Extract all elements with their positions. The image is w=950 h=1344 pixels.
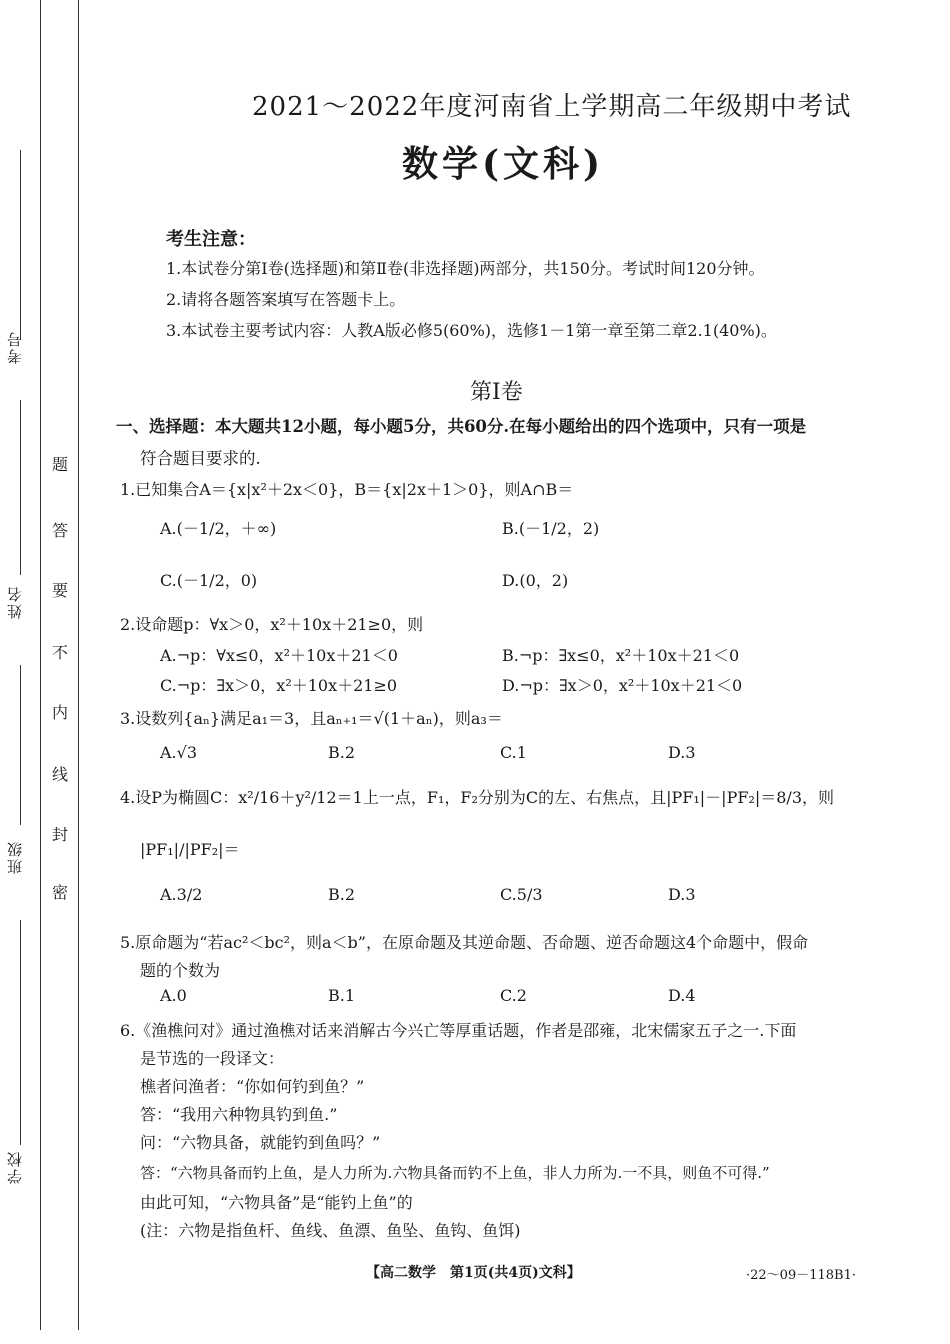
question-6-line: (注：六物是指鱼杆、鱼线、鱼漂、鱼坠、鱼钩、鱼饵) bbox=[140, 1221, 521, 1240]
q5-option-c: C.2 bbox=[500, 986, 527, 1005]
question-4-stem-cont: |PF₁|/|PF₂|＝ bbox=[140, 840, 240, 859]
q5-option-d: D.4 bbox=[668, 986, 696, 1005]
exam-number-label: 考号 bbox=[6, 330, 24, 364]
question-3-stem: 3.设数列{aₙ}满足a₁＝3，且aₙ₊₁＝√(1＋aₙ)，则a₃＝ bbox=[120, 709, 503, 728]
school-label: 学校 bbox=[6, 1150, 24, 1184]
volume-title: 第Ⅰ卷 bbox=[470, 380, 523, 405]
q3-option-c: C.1 bbox=[500, 743, 527, 762]
q4-option-c: C.5/3 bbox=[500, 885, 543, 904]
note-item: 2.请将各题答案填写在答题卡上。 bbox=[166, 290, 406, 309]
q2-option-c: C.¬p：∃x＞0，x²＋10x＋21≥0 bbox=[160, 676, 398, 695]
seal-char: 要 bbox=[52, 581, 69, 600]
seal-char: 答 bbox=[52, 521, 69, 540]
exam-number-blank bbox=[20, 150, 21, 340]
margin-border-left bbox=[40, 0, 41, 1330]
binding-margin bbox=[0, 0, 80, 1344]
exam-title: 2021～2022年度河南省上学期高二年级期中考试 bbox=[252, 92, 852, 122]
question-6-line: 问：“六物具备，就能钓到鱼吗？” bbox=[140, 1133, 381, 1152]
question-6-line: 樵者问渔者：“你如何钓到鱼？” bbox=[140, 1077, 365, 1096]
question-6-line: 6.《渔樵问对》通过渔樵对话来消解古今兴亡等厚重话题，作者是邵雍，北宋儒家五子之一.下面 bbox=[120, 1021, 797, 1040]
seal-char: 题 bbox=[52, 455, 69, 474]
note-item: 1.本试卷分第Ⅰ卷(选择题)和第Ⅱ卷(非选择题)两部分，共150分。考试时间120分钟。 bbox=[166, 259, 765, 278]
section-heading: 一、选择题：本大题共12小题，每小题5分，共60分.在每小题给出的四个选项中，只有一项是 bbox=[116, 417, 807, 436]
q4-option-b: B.2 bbox=[328, 885, 356, 904]
seal-char: 封 bbox=[52, 825, 69, 844]
q4-option-a: A.3/2 bbox=[160, 885, 203, 904]
section-heading-cont: 符合题目要求的. bbox=[140, 449, 261, 468]
q1-option-c: C.(－1/2，0) bbox=[160, 571, 258, 590]
q5-option-b: B.1 bbox=[328, 986, 356, 1005]
q1-option-d: D.(0，2) bbox=[502, 571, 569, 590]
name-label: 姓名 bbox=[6, 585, 24, 619]
paper-code: ·22～09－118B1· bbox=[746, 1268, 856, 1283]
q3-option-b: B.2 bbox=[328, 743, 356, 762]
seal-char: 内 bbox=[52, 703, 69, 722]
school-blank bbox=[20, 920, 21, 1145]
q3-option-a: A.√3 bbox=[160, 743, 198, 762]
question-6-line: 答：“六物具备而钓上鱼，是人力所为.六物具备而钓不上鱼，非人力所为.一不具，则鱼不可得.” bbox=[140, 1164, 770, 1182]
question-5-stem-cont: 题的个数为 bbox=[140, 961, 221, 980]
seal-char: 密 bbox=[52, 883, 69, 902]
notes-heading: 考生注意： bbox=[166, 229, 256, 250]
q5-option-a: A.0 bbox=[160, 986, 187, 1005]
question-1-stem: 1.已知集合A＝{x|x²＋2x＜0}，B＝{x|2x＋1＞0}，则A∩B＝ bbox=[120, 480, 574, 499]
question-2-stem: 2.设命题p：∀x＞0，x²＋10x＋21≥0，则 bbox=[120, 615, 424, 634]
question-6-line: 由此可知，“六物具备”是“能钓上鱼”的 bbox=[140, 1193, 413, 1212]
q4-option-d: D.3 bbox=[668, 885, 696, 904]
question-4-stem: 4.设P为椭圆C：x²/16＋y²/12＝1上一点，F₁，F₂分别为C的左、右焦点，且|PF₁|－|PF₂|＝8/3，则 bbox=[120, 788, 834, 807]
subject-title: 数学(文科) bbox=[402, 143, 605, 185]
name-blank bbox=[20, 400, 21, 575]
question-6-line: 是节选的一段译文： bbox=[140, 1049, 285, 1068]
page-footer: 【高二数学 第1页(共4页)文科】 bbox=[366, 1265, 581, 1281]
class-blank bbox=[20, 665, 21, 825]
q3-option-d: D.3 bbox=[668, 743, 696, 762]
question-6-line: 答：“我用六种物具钓到鱼.” bbox=[140, 1105, 338, 1124]
q2-option-a: A.¬p：∀x≤0，x²＋10x＋21＜0 bbox=[160, 646, 398, 665]
class-label: 班级 bbox=[6, 840, 24, 874]
seal-char: 线 bbox=[52, 765, 69, 784]
q1-option-a: A.(－1/2，＋∞) bbox=[160, 519, 277, 538]
note-item: 3.本试卷主要考试内容：人教A版必修5(60%)，选修1－1第一章至第二章2.1(40%)。 bbox=[166, 321, 777, 340]
q2-option-d: D.¬p：∃x＞0，x²＋10x＋21＜0 bbox=[502, 676, 743, 695]
q2-option-b: B.¬p：∃x≤0，x²＋10x＋21＜0 bbox=[502, 646, 740, 665]
q1-option-b: B.(－1/2，2) bbox=[502, 519, 600, 538]
question-5-stem: 5.原命题为“若ac²＜bc²，则a＜b”，在原命题及其逆命题、否命题、逆否命题这4个命题中，假命 bbox=[120, 933, 809, 952]
margin-border-right bbox=[78, 0, 79, 1330]
seal-char: 不 bbox=[52, 643, 69, 662]
